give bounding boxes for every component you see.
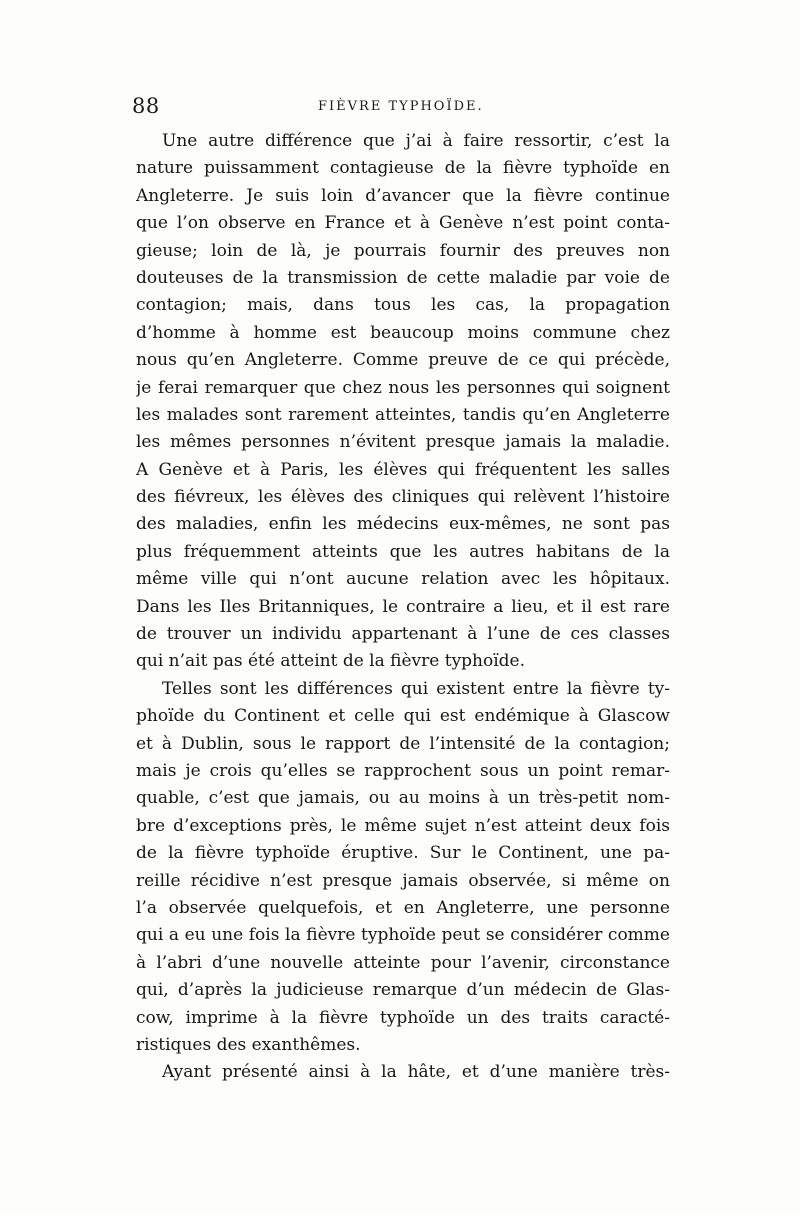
text-line: qui, d’après la judicieuse remarque d’un médecin de Glas- (136, 980, 670, 1001)
text-line: les malades sont rarement atteintes, tandis qu’en Angleterre (136, 404, 670, 425)
text-line: gieuse; loin de là, je pourrais fournir des preuves non (136, 240, 670, 261)
text-line: bre d’exceptions près, le même sujet n’est atteint deux fois (136, 815, 670, 836)
text-line: douteuses de la transmission de cette maladie par voie de (136, 267, 670, 288)
text-line: nous qu’en Angleterre. Comme preuve de ce qui précède, (136, 350, 670, 371)
text-line: Ayant présenté ainsi à la hâte, et d’une manière très- (162, 1062, 670, 1083)
page-header (132, 94, 672, 124)
page-number: 88 (132, 94, 160, 118)
text-line: contagion; mais, dans tous les cas, la propagation (136, 295, 670, 316)
text-line: Une autre différence que j’ai à faire ressortir, c’est la (162, 131, 670, 151)
text-line: des maladies, enfin les médecins eux-mêmes, ne sont pas (136, 514, 670, 535)
text-line: et à Dublin, sous le rapport de l’intensité de la contagion; (136, 733, 670, 754)
text-line: qui a eu une fois la fièvre typhoïde peut se considérer comme (136, 925, 670, 946)
text-line: que l’on observe en France et à Genève n’est point conta- (136, 213, 670, 234)
text-line: des fiévreux, les élèves des cliniques qui relèvent l’histoire (136, 487, 670, 508)
running-title: FIÈVRE TYPHOÏDE. (318, 99, 484, 114)
text-line: A Genève et à Paris, les élèves qui fréquentent les salles (136, 459, 670, 480)
text-line: nature puissamment contagieuse de la fièvre typhoïde en (136, 158, 670, 179)
text-line: plus fréquemment atteints que les autres habitans de la (136, 541, 670, 562)
text-line: je ferai remarquer que chez nous les personnes qui soignent (136, 377, 670, 398)
text-line: mais je crois qu’elles se rapprochent sous un point remar- (136, 760, 670, 781)
text-line: qui n’ait pas été atteint de la fièvre typhoïde. (136, 651, 526, 672)
text-line: d’homme à homme est beaucoup moins commune chez (136, 322, 670, 343)
text-line: les mêmes personnes n’évitent presque jamais la maladie. (136, 432, 670, 453)
text-line: l’a observée quelquefois, et en Angleterre, une personne (136, 897, 670, 918)
text-line: cow, imprime à la fièvre typhoïde un des traits caracté- (136, 1007, 670, 1028)
text-line: à l’abri d’une nouvelle atteinte pour l’avenir, circonstance (136, 952, 670, 973)
text-line: reille récidive n’est presque jamais observée, si même on (136, 870, 670, 891)
text-line: Dans les Iles Britanniques, le contraire a lieu, et il est rare (136, 596, 670, 617)
text-line: quable, c’est que jamais, ou au moins à un très-petit nom- (136, 788, 670, 809)
text-line: même ville qui n’ont aucune relation avec les hôpitaux. (136, 569, 670, 590)
text-line: phoïde du Continent et celle qui est endémique à Glascow (136, 706, 670, 727)
text-line: Angleterre. Je suis loin d’avancer que la fièvre continue (136, 185, 670, 206)
text-line: ristiques des exanthêmes. (136, 1034, 361, 1055)
text-line: de trouver un individu appartenant à l’une de ces classes (136, 624, 670, 645)
text-line: de la fièvre typhoïde éruptive. Sur le Continent, une pa- (136, 843, 670, 864)
text-line: Telles sont les différences qui existent entre la fièvre ty- (162, 678, 670, 699)
body-text (136, 128, 670, 1087)
